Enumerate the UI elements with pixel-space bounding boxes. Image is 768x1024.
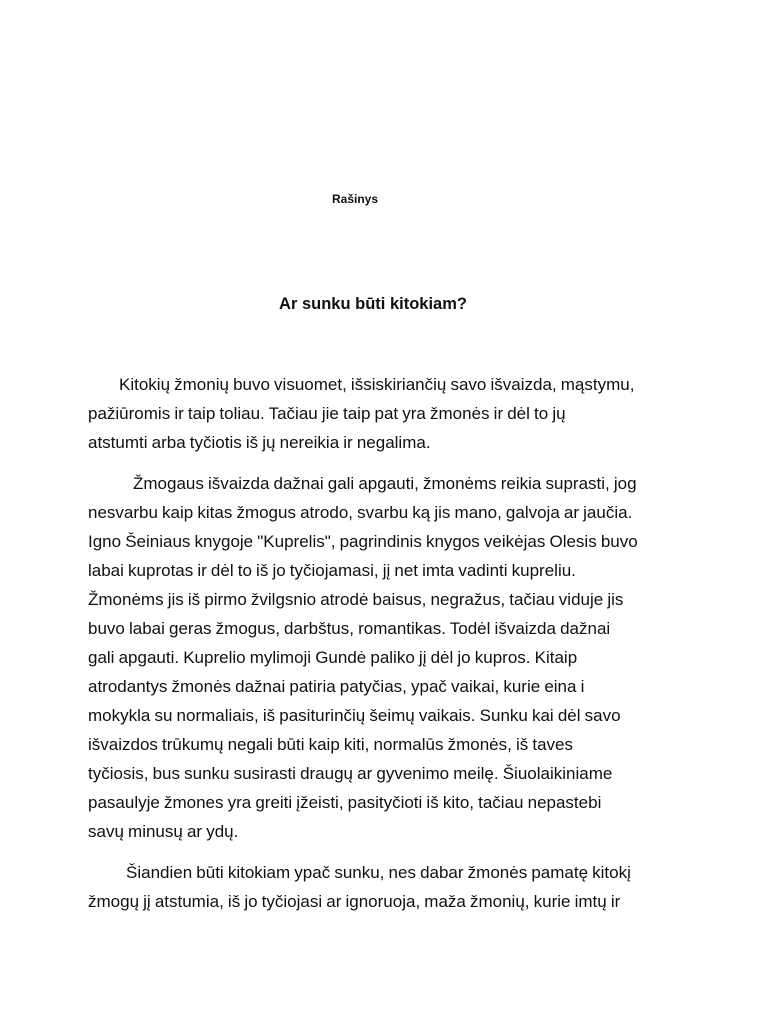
text-line: mokykla su normaliais, iš pasiturinčių šeimų vaikais. Sunku kai dėl savo	[88, 706, 621, 725]
text-line: savų minusų ar ydų.	[88, 822, 239, 841]
text-line: nesvarbu kaip kitas žmogus atrodo, svarbu ką jis mano, galvoja ar jaučia.	[88, 503, 633, 522]
text-line: Žmogaus išvaizda dažnai gali apgauti, žmonėms reikia suprasti, jog	[133, 474, 637, 493]
text-line: žmogų jį atstumia, iš jo tyčiojasi ar ignoruoja, maža žmonių, kurie imtų ir	[88, 892, 621, 911]
paragraph	[88, 858, 698, 916]
text-line: atrodantys žmonės dažnai patiria patyčias, ypač vaikai, kurie eina i	[88, 677, 585, 696]
text-line: Žmonėms jis iš pirmo žvilgsnio atrodė baisus, negražus, tačiau viduje jis	[88, 590, 624, 609]
document-label: Rašinys	[331, 192, 379, 206]
text-line: tyčiosis, bus sunku susirasti draugų ar gyvenimo meilę. Šiuolaikiniame	[88, 764, 613, 783]
document-body	[88, 370, 698, 928]
text-line: Kitokių žmonių buvo visuomet, išsiskiriančių savo išvaizda, mąstymu,	[119, 375, 635, 394]
text-line: buvo labai geras žmogus, darbštus, romantikas. Todėl išvaizda dažnai	[88, 619, 611, 638]
text-line: pažiūromis ir taip toliau. Tačiau jie taip pat yra žmonės ir dėl to jų	[88, 404, 566, 423]
document-title: Ar sunku būti kitokiam?	[279, 295, 467, 313]
text-line: Šiandien būti kitokiam ypač sunku, nes dabar žmonės pamatę kitokį	[126, 863, 631, 882]
text-line: labai kuprotas ir dėl to iš jo tyčiojamasi, jį net imta vadinti kupreliu.	[88, 561, 576, 580]
text-line: atstumti arba tyčiotis iš jų nereikia ir negalima.	[88, 433, 431, 452]
text-line: gali apgauti. Kuprelio mylimoji Gundė paliko jį dėl jo kupros. Kitaip	[88, 648, 578, 667]
paragraph	[88, 370, 698, 457]
text-line: išvaizdos trūkumų negali būti kaip kiti, normalūs žmonės, iš taves	[88, 735, 573, 754]
text-line: Igno Šeiniaus knygoje "Kuprelis", pagrindinis knygos veikėjas Olesis buvo	[88, 532, 638, 551]
paragraph	[88, 469, 698, 846]
text-line: pasaulyje žmones yra greiti įžeisti, pasityčioti iš kito, tačiau nepastebi	[88, 793, 602, 812]
